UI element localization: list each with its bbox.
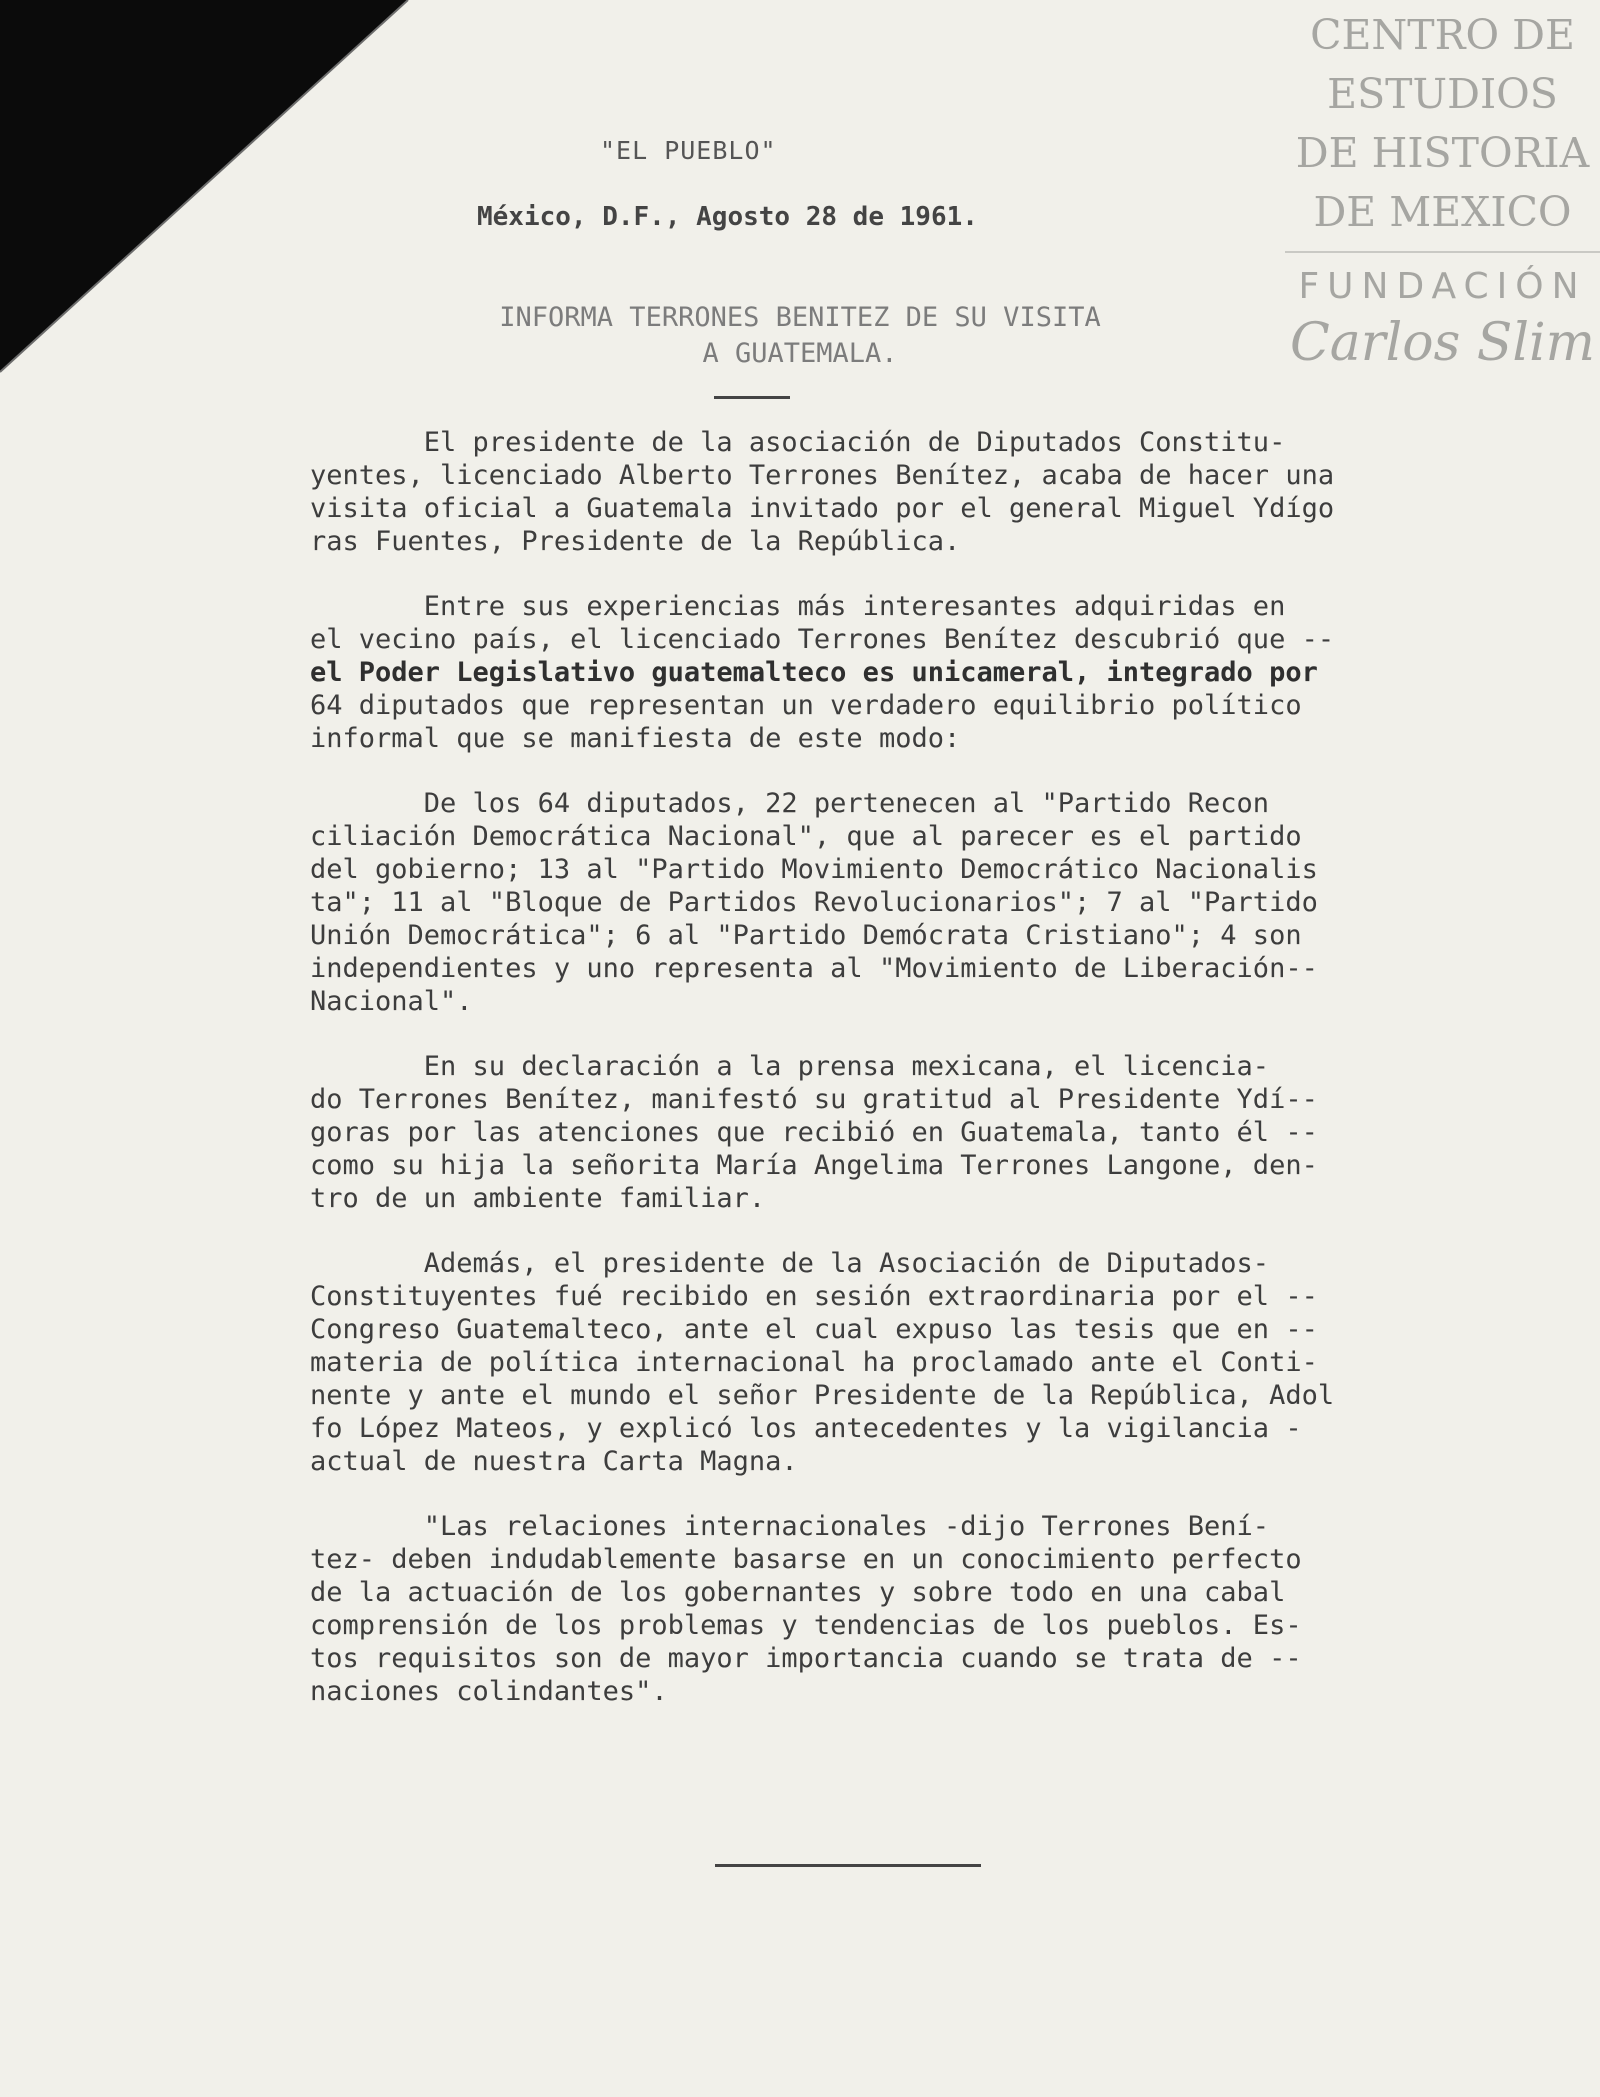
- text-line: En su declaración a la prensa mexicana, el licencia-: [310, 1051, 1270, 1082]
- text-line: Entre sus experiencias más interesantes adquiridas en: [310, 591, 1286, 622]
- text-line: ras Fuentes, Presidente de la República.: [310, 526, 961, 557]
- text-line: ta"; 11 al "Bloque de Partidos Revolucionarios"; 7 al "Partido: [310, 887, 1318, 918]
- text-line: Congreso Guatemalteco, ante el cual expuso las tesis que en --: [310, 1314, 1318, 1345]
- text-line: de la actuación de los gobernantes y sobre todo en una cabal: [310, 1577, 1286, 1608]
- text-line: comprensión de los problemas y tendencias de los pueblos. Es-: [310, 1610, 1302, 1641]
- watermark-signature: Carlos Slim: [1290, 313, 1595, 373]
- headline-divider: [714, 396, 790, 399]
- text-line: goras por las atenciones que recibió en Guatemala, tanto él --: [310, 1117, 1318, 1148]
- text-line: tro de un ambiente familiar.: [310, 1183, 766, 1214]
- watermark-line: DE MEXICO: [1313, 188, 1572, 236]
- text-line: el Poder Legislativo guatemalteco es unicameral, integrado por: [310, 657, 1318, 688]
- text-line: "Las relaciones internacionales -dijo Terrones Bení-: [310, 1511, 1270, 1542]
- text-line: visita oficial a Guatemala invitado por el general Miguel Ydígo: [310, 493, 1335, 524]
- text-line: materia de política internacional ha proclamado ante el Conti-: [310, 1347, 1318, 1378]
- headline-line: A GUATEMALA.: [702, 338, 898, 369]
- paragraph: [310, 1247, 1530, 1478]
- paragraph: [310, 590, 1530, 755]
- headline-line: INFORMA TERRONES BENITEZ DE SU VISITA: [499, 302, 1101, 333]
- text-line: nente y ante el mundo el señor Presidente de la República, Adol: [310, 1380, 1335, 1411]
- text-line: do Terrones Benítez, manifestó su gratitud al Presidente Ydí--: [310, 1084, 1318, 1115]
- text-line: Nacional".: [310, 986, 473, 1017]
- paragraph: [310, 426, 1530, 558]
- watermark-line: ESTUDIOS: [1327, 70, 1558, 118]
- text-line: El presidente de la asociación de Diputados Constitu-: [310, 427, 1286, 458]
- text-line: del gobierno; 13 al "Partido Movimiento Democrático Nacionalis: [310, 854, 1318, 885]
- text-line: fo López Mateos, y explicó los antecedentes y la vigilancia -: [310, 1413, 1302, 1444]
- article-body: [310, 426, 1530, 1740]
- text-line: tos requisitos son de mayor importancia cuando se trata de --: [310, 1643, 1302, 1674]
- watermark-line: CENTRO DE: [1310, 11, 1575, 59]
- paragraph: [310, 787, 1530, 1018]
- text-line: tez- deben indudablemente basarse en un conocimiento perfecto: [310, 1544, 1302, 1575]
- paragraph: [310, 1510, 1530, 1708]
- text-line: actual de nuestra Carta Magna.: [310, 1446, 798, 1477]
- text-line: el vecino país, el licenciado Terrones Benítez descubrió que --: [310, 624, 1335, 655]
- watermark-foundation: FUNDACIÓN: [1298, 266, 1587, 307]
- watermark-line: DE HISTORIA: [1295, 129, 1590, 177]
- closing-divider: [715, 1864, 981, 1867]
- watermark-divider: [1285, 251, 1600, 253]
- text-line: informal que se manifiesta de este modo:: [310, 723, 961, 754]
- paragraph: [310, 1050, 1530, 1215]
- archive-watermark: [1285, 6, 1600, 373]
- text-line: 64 diputados que representan un verdadero equilibrio político: [310, 690, 1302, 721]
- text-line: Unión Democrática"; 6 al "Partido Demócrata Cristiano"; 4 son: [310, 920, 1302, 951]
- dateline: México, D.F., Agosto 28 de 1961.: [477, 202, 978, 232]
- dark-corner-fold: [0, 0, 420, 380]
- text-line: independientes y uno representa al "Movimiento de Liberación--: [310, 953, 1318, 984]
- text-line: De los 64 diputados, 22 pertenecen al "Partido Recon: [310, 788, 1270, 819]
- text-line: yentes, licenciado Alberto Terrones Benítez, acaba de hacer una: [310, 460, 1335, 491]
- text-line: naciones colindantes".: [310, 1676, 668, 1707]
- headline: [440, 300, 1160, 372]
- text-line: Constituyentes fué recibido en sesión extraordinaria por el --: [310, 1281, 1318, 1312]
- text-line: ciliación Democrática Nacional", que al parecer es el partido: [310, 821, 1302, 852]
- newspaper-title: "EL PUEBLO": [600, 136, 777, 165]
- text-line: como su hija la señorita María Angelima Terrones Langone, den-: [310, 1150, 1318, 1181]
- text-line: Además, el presidente de la Asociación de Diputados-: [310, 1248, 1270, 1279]
